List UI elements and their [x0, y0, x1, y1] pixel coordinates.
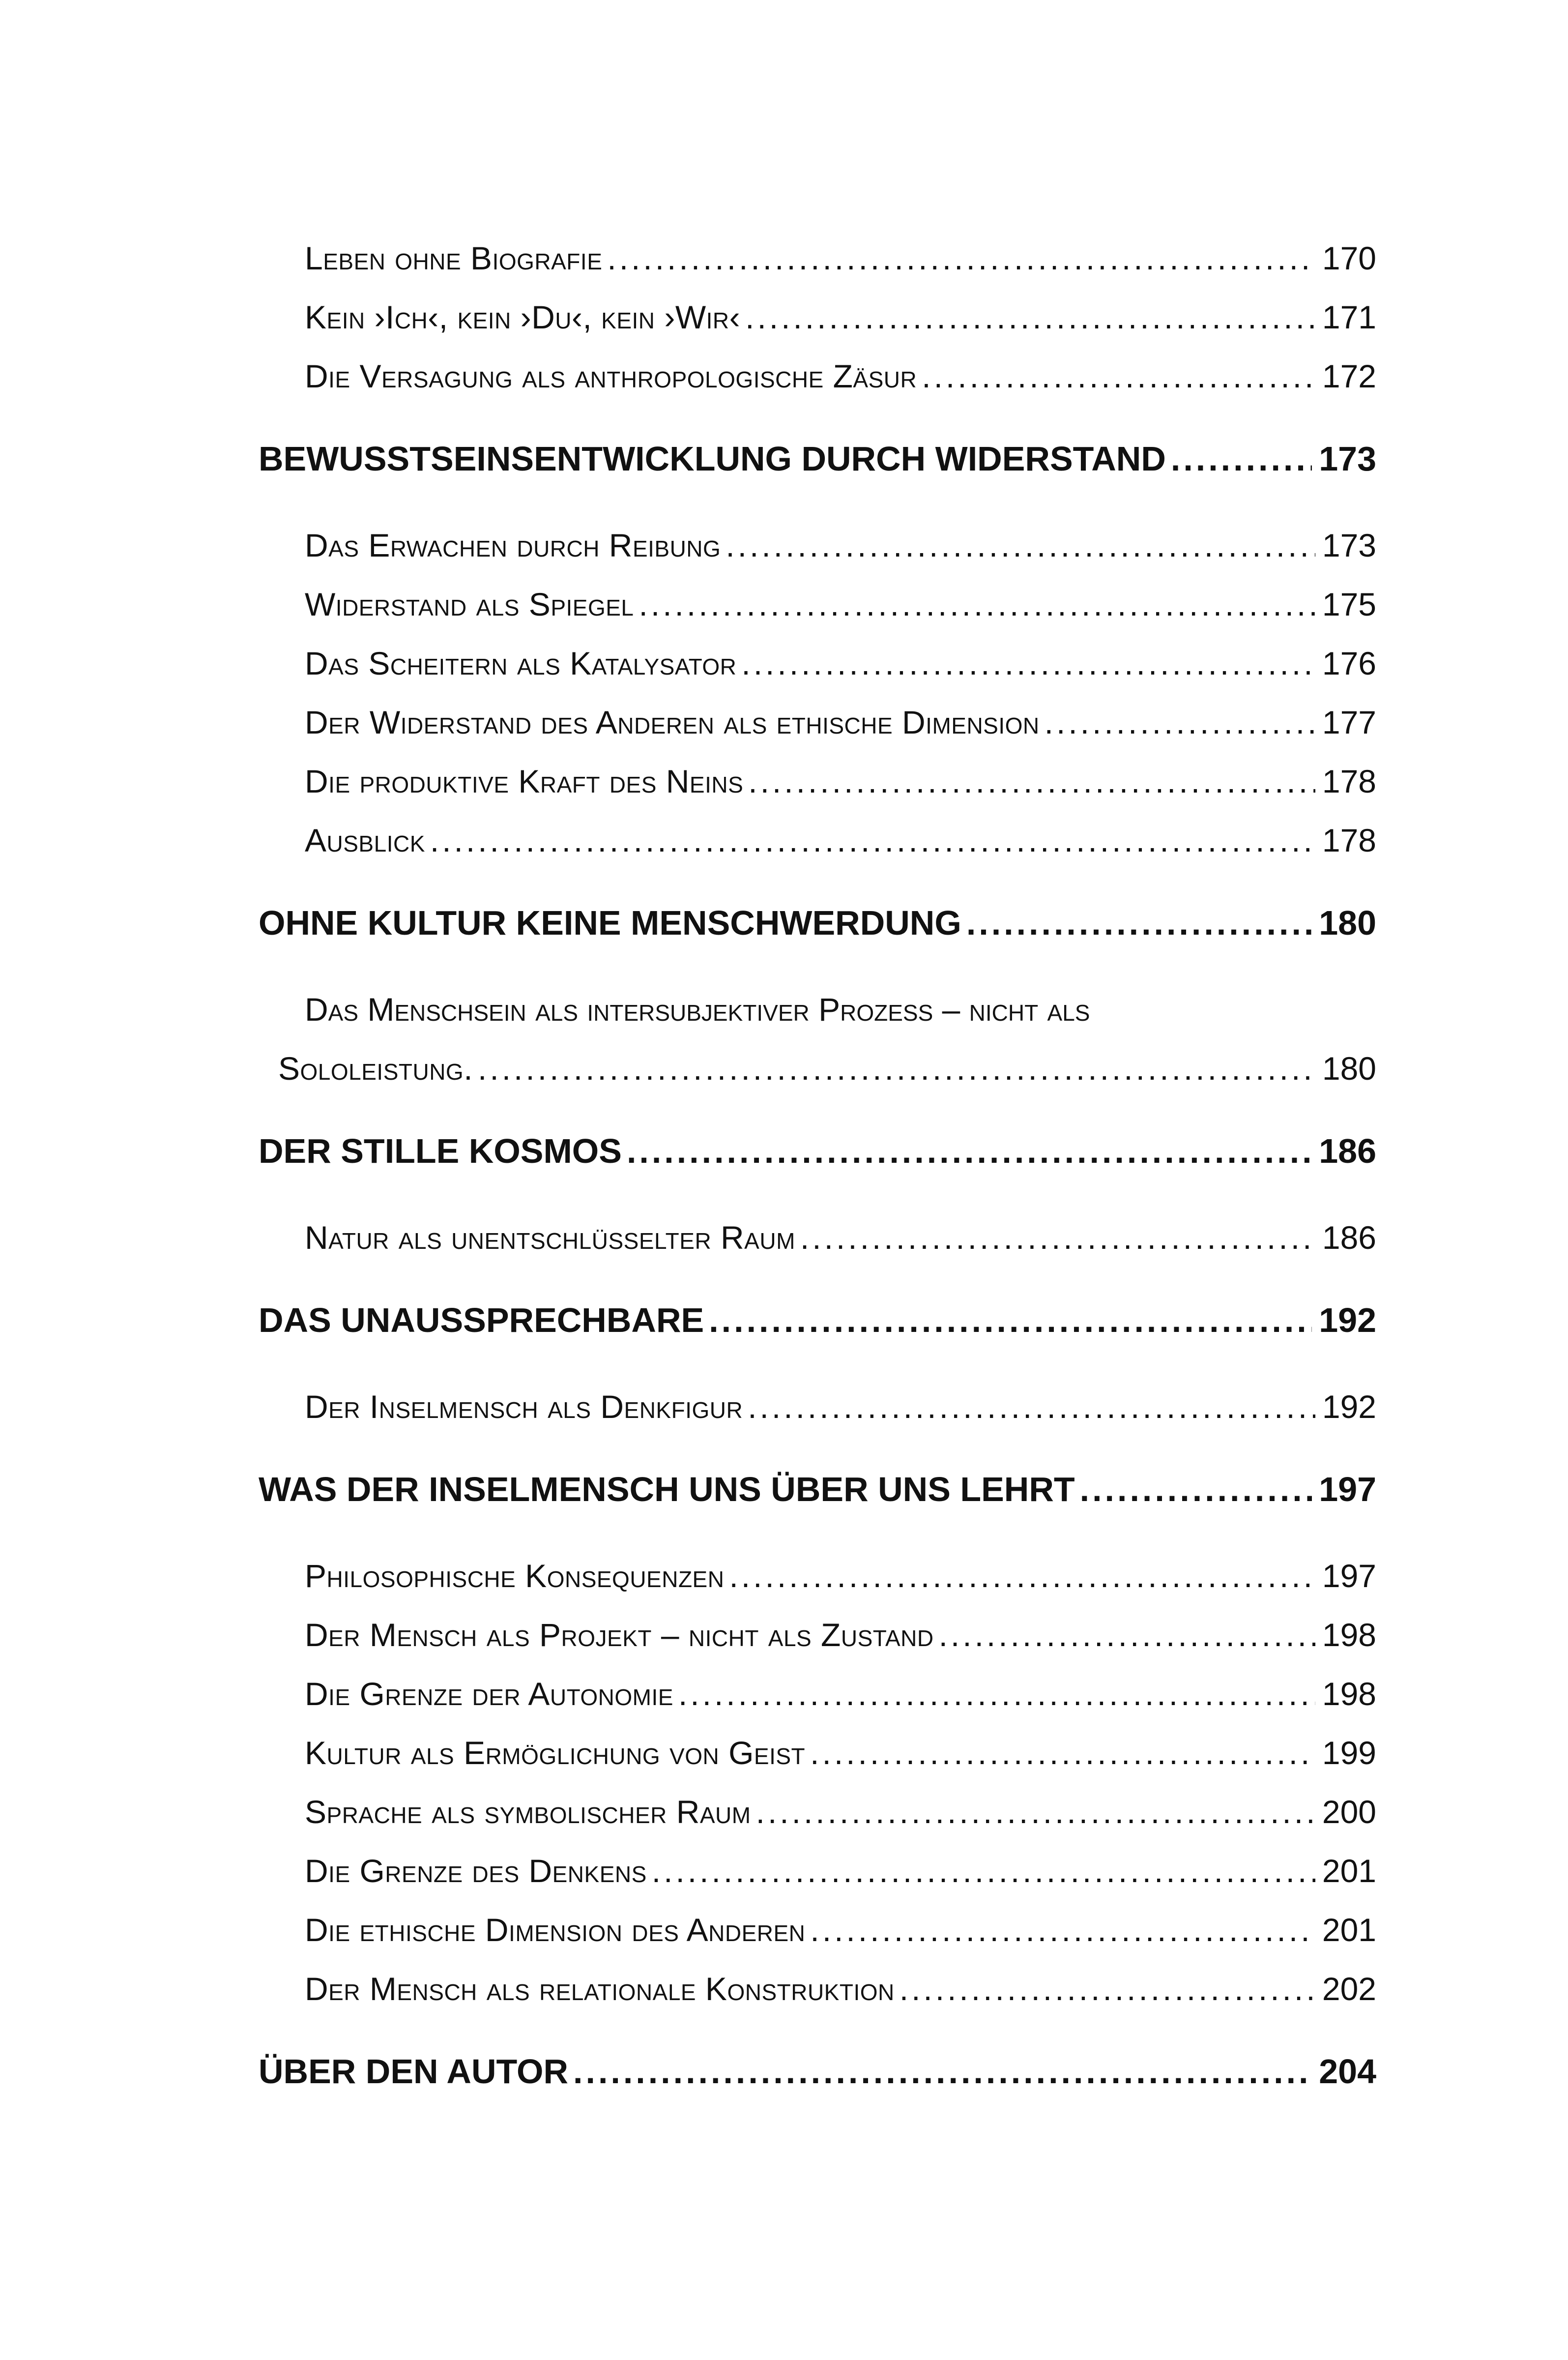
- toc-entry-title: Die Versagung als anthropologische Zäsur: [305, 358, 917, 394]
- dot-leader: [678, 1672, 1315, 1716]
- dot-leader: [900, 1967, 1315, 2011]
- dot-leader: [810, 1731, 1315, 1775]
- dot-leader: [639, 582, 1315, 626]
- toc-entry-page: 197: [1322, 1558, 1376, 1594]
- toc-entry[interactable]: [305, 1790, 1376, 1834]
- toc-chapter-title: ÜBER DEN AUTOR: [259, 2052, 569, 2091]
- dot-leader: [729, 1554, 1315, 1598]
- dot-leader: [745, 295, 1315, 339]
- toc-entry[interactable]: [305, 1554, 1376, 1598]
- toc-chapter-title: WAS DER INSELMENSCH UNS ÜBER UNS LEHRT: [259, 1470, 1075, 1508]
- toc-entry-page: 178: [1322, 822, 1376, 858]
- toc-entry-page: 201: [1322, 1912, 1376, 1948]
- toc-entry-title: Sprache als symbolischer Raum: [305, 1794, 751, 1830]
- toc-chapter-page: 173: [1319, 440, 1376, 478]
- toc-entry-title: Kein ›Ich‹, kein ›Du‹, kein ›Wir‹: [305, 299, 741, 335]
- dot-leader: [1045, 700, 1315, 744]
- toc-entry[interactable]: [305, 1849, 1376, 1893]
- toc-chapter-title: BEWUSSTSEINSENTWICKLUNG DURCH WIDERSTAND: [259, 440, 1166, 478]
- toc-entry[interactable]: [305, 1613, 1376, 1657]
- toc-entry-title: Der Widerstand des Anderen als ethische Dimension: [305, 704, 1040, 740]
- toc-entry-page: 202: [1322, 1971, 1376, 2007]
- toc-entry[interactable]: [305, 1385, 1376, 1429]
- toc-chapter-entry[interactable]: [259, 901, 1376, 945]
- toc-entry-page: 177: [1322, 704, 1376, 740]
- toc-entry-page: 176: [1322, 645, 1376, 681]
- toc-entry-title: Der Mensch als relationale Konstruktion: [305, 1971, 895, 2007]
- toc-entry-page: 178: [1322, 763, 1376, 799]
- dot-leader: [756, 1790, 1315, 1834]
- toc-chapter-entry[interactable]: [259, 1129, 1376, 1173]
- toc-entry-page: 173: [1322, 527, 1376, 563]
- toc-entry-title-line-2: Sololeistung.: [278, 1050, 473, 1087]
- toc-chapter-page: 180: [1319, 904, 1376, 942]
- toc-entry-title: Natur als unentschlüsselter Raum: [305, 1219, 795, 1256]
- dot-leader: [922, 354, 1315, 398]
- dot-leader: [1080, 1467, 1312, 1511]
- toc-entry-page: 200: [1322, 1794, 1376, 1830]
- toc-entry-title: Widerstand als Spiegel: [305, 586, 634, 622]
- toc-entry-title: Kultur als Ermöglichung von Geist: [305, 1735, 806, 1771]
- toc-entry[interactable]: [305, 236, 1376, 280]
- toc-chapter-title: OHNE KULTUR KEINE MENSCHWERDUNG: [259, 904, 961, 942]
- dot-leader: [741, 641, 1315, 685]
- dot-leader: [726, 523, 1315, 567]
- toc-chapter-page: 192: [1319, 1301, 1376, 1339]
- dot-leader: [800, 1215, 1315, 1260]
- toc-entry[interactable]: [305, 1215, 1376, 1260]
- toc-entry-page: 199: [1322, 1735, 1376, 1771]
- toc-entry[interactable]: [305, 1731, 1376, 1775]
- toc-chapter-page: 186: [1319, 1132, 1376, 1170]
- toc-entry[interactable]: [305, 295, 1376, 339]
- toc-chapter-title: DAS UNAUSSPRECHBARE: [259, 1301, 704, 1339]
- toc-entry-page: 186: [1322, 1219, 1376, 1256]
- toc-entry[interactable]: [305, 354, 1376, 398]
- dot-leader: [652, 1849, 1315, 1893]
- toc-entry[interactable]: [305, 582, 1376, 626]
- toc-entry-page: 175: [1322, 586, 1376, 622]
- dot-leader: [966, 901, 1312, 945]
- toc-entry[interactable]: [305, 1967, 1376, 2011]
- toc-entry[interactable]: [305, 523, 1376, 567]
- dot-leader: [430, 818, 1315, 862]
- toc-chapter-entry[interactable]: [259, 437, 1376, 481]
- toc-entry-page: 172: [1322, 358, 1376, 394]
- dot-leader: [478, 1046, 1315, 1091]
- toc-entry-page: 201: [1322, 1853, 1376, 1889]
- toc-entry-title: Die Grenze der Autonomie: [305, 1676, 673, 1712]
- toc-entry-title: Die produktive Kraft des Neins: [305, 763, 744, 799]
- toc-chapter-title: DER STILLE KOSMOS: [259, 1132, 622, 1170]
- toc-entry-page: 192: [1322, 1388, 1376, 1425]
- toc-entry-page: 198: [1322, 1617, 1376, 1653]
- toc-entry[interactable]: [305, 641, 1376, 685]
- toc-entry-title-line-1[interactable]: Das Menschsein als intersubjektiver Prozess – nicht als: [305, 991, 1090, 1028]
- dot-leader: [573, 2049, 1312, 2094]
- toc-entry-title: Der Mensch als Projekt – nicht als Zustand: [305, 1617, 934, 1653]
- toc-entry-page: 198: [1322, 1676, 1376, 1712]
- toc-entry-page: 180: [1322, 1050, 1376, 1087]
- dot-leader: [709, 1298, 1312, 1342]
- dot-leader: [939, 1613, 1315, 1657]
- dot-leader: [627, 1129, 1312, 1173]
- toc-entry-title: Leben ohne Biografie: [305, 240, 603, 276]
- toc-entry[interactable]: [305, 818, 1376, 862]
- dot-leader: [748, 1385, 1315, 1429]
- toc-entry-page: 170: [1322, 240, 1376, 276]
- toc-entry-title: Die Grenze des Denkens: [305, 1853, 647, 1889]
- toc-entry-title: Ausblick: [305, 822, 425, 858]
- toc-chapter-page: 204: [1319, 2052, 1376, 2091]
- dot-leader: [810, 1908, 1315, 1952]
- toc-entry-title: Die ethische Dimension des Anderen: [305, 1912, 806, 1948]
- dot-leader: [607, 236, 1315, 280]
- toc-entry-title: Philosophische Konsequenzen: [305, 1558, 725, 1594]
- toc-entry[interactable]: [305, 700, 1376, 744]
- toc-entry-title: Das Scheitern als Katalysator: [305, 645, 737, 681]
- toc-entry-title: Der Inselmensch als Denkfigur: [305, 1388, 743, 1425]
- toc-entry-page: 171: [1322, 299, 1376, 335]
- dot-leader: [1171, 437, 1312, 481]
- dot-leader: [748, 759, 1315, 803]
- toc-entry[interactable]: [278, 1046, 1376, 1091]
- toc-entry-title: Das Erwachen durch Reibung: [305, 527, 721, 563]
- toc-chapter-entry[interactable]: [259, 1298, 1376, 1342]
- toc-entry[interactable]: [305, 1908, 1376, 1952]
- toc-entry[interactable]: [305, 759, 1376, 803]
- toc-entry[interactable]: [305, 1672, 1376, 1716]
- toc-chapter-entry[interactable]: [259, 1467, 1376, 1511]
- toc-chapter-entry[interactable]: [259, 2049, 1376, 2094]
- toc-chapter-page: 197: [1319, 1470, 1376, 1508]
